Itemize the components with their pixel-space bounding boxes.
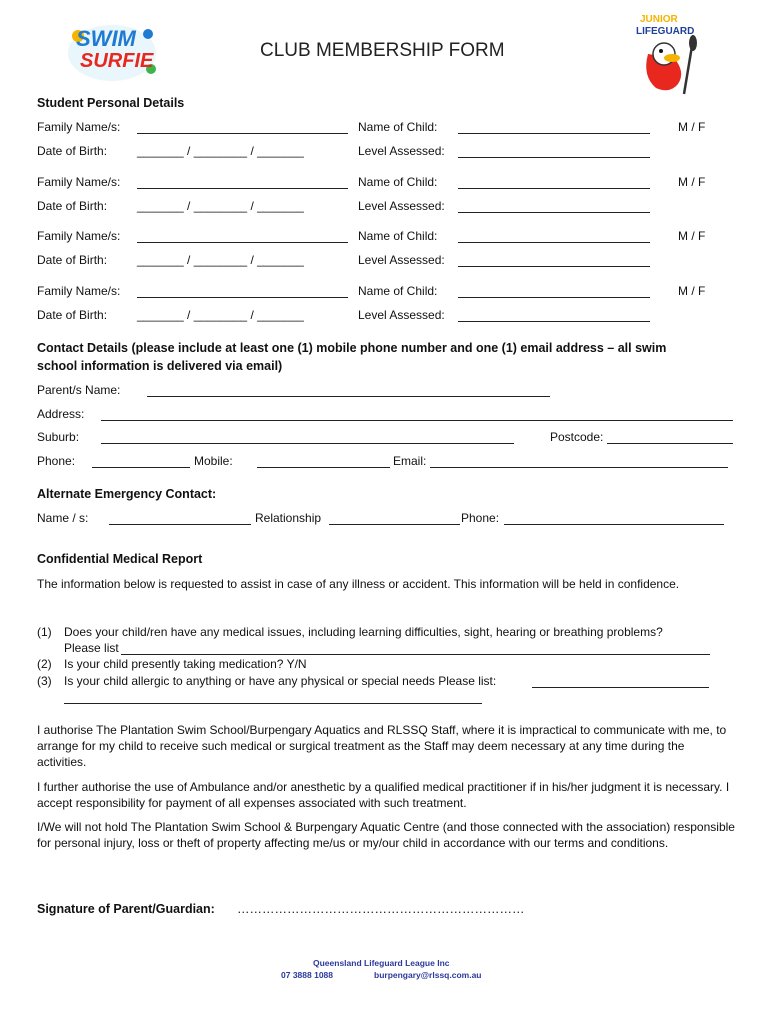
postcode-label: Postcode: — [550, 430, 604, 444]
left-logo-line2: SURFIE — [80, 50, 154, 72]
suburb-field[interactable] — [101, 443, 514, 444]
allergy-field-2[interactable] — [64, 703, 482, 704]
family-name-field-2[interactable] — [137, 188, 348, 189]
relationship-field[interactable] — [329, 524, 460, 525]
authorisation-paragraph-2: I further authorise the use of Ambulance and/or anesthetic by a qualified medical practitioner if in his/her judgment it is necessary. I accept responsibility for payment of all expenses associated with such treatment. — [37, 780, 730, 810]
allergy-field-1[interactable] — [532, 687, 709, 688]
level-assessed-field-4[interactable] — [458, 321, 650, 322]
child-name-field-1[interactable] — [458, 133, 650, 134]
phone-label: Phone: — [37, 454, 76, 468]
question-3-number: (3) — [37, 674, 52, 688]
email-label: Email: — [393, 454, 427, 468]
level-assessed-field-1[interactable] — [458, 157, 650, 158]
email-field[interactable] — [430, 467, 728, 468]
contact-heading-line2: school information is delivered via email) — [37, 359, 283, 373]
level-assessed-field-2[interactable] — [458, 212, 650, 213]
family-name-label-1: Family Name/s: — [37, 120, 121, 134]
question-1-number: (1) — [37, 625, 52, 639]
suburb-label: Suburb: — [37, 430, 80, 444]
dob-label-2: Date of Birth: — [37, 199, 108, 213]
question-2-number: (2) — [37, 657, 52, 671]
authorisation-paragraph-3: I/We will not hold The Plantation Swim School & Burpengary Aquatic Centre (and those connected with the association) responsible for personal injury, loss or theft of property affecting me/us or my/our child in accordance with our terms and conditions. — [37, 820, 735, 850]
gender-option-3[interactable]: M / F — [678, 229, 706, 243]
phone-field[interactable] — [92, 467, 190, 468]
parents-name-label: Parent/s Name: — [37, 383, 121, 397]
signature-field[interactable]: …………………………………………………………… — [237, 902, 525, 916]
address-field[interactable] — [101, 420, 733, 421]
student-details-heading: Student Personal Details — [37, 96, 185, 110]
address-label: Address: — [37, 407, 85, 421]
footer-email: burpengary@rlssq.com.au — [374, 970, 482, 980]
emergency-name-label: Name / s: — [37, 511, 89, 525]
mobile-field[interactable] — [257, 467, 390, 468]
medical-issues-field[interactable] — [121, 654, 710, 655]
mobile-label: Mobile: — [194, 454, 233, 468]
right-logo-line2: LIFEGUARD — [636, 26, 695, 37]
gender-option-2[interactable]: M / F — [678, 175, 706, 189]
family-name-field-3[interactable] — [137, 242, 348, 243]
dob-field-4[interactable]: _______ / ________ / _______ — [137, 308, 304, 322]
swim-surfie-logo — [66, 22, 158, 84]
level-assessed-label-1: Level Assessed: — [358, 144, 445, 158]
child-name-label-2: Name of Child: — [358, 175, 438, 189]
level-assessed-label-4: Level Assessed: — [358, 308, 445, 322]
child-name-label-4: Name of Child: — [358, 284, 438, 298]
dob-label-3: Date of Birth: — [37, 253, 108, 267]
contact-heading-line1: Contact Details (please include at least one (1) mobile phone number and one (1) email address – all swim — [37, 341, 667, 355]
question-3: Is your child allergic to anything or have any physical or special needs Please list: — [64, 674, 497, 688]
medical-heading: Confidential Medical Report — [37, 552, 203, 566]
parents-name-field[interactable] — [147, 396, 550, 397]
child-name-field-2[interactable] — [458, 188, 650, 189]
postcode-field[interactable] — [607, 443, 733, 444]
relationship-label: Relationship — [255, 511, 322, 525]
page-title: CLUB MEMBERSHIP FORM — [260, 40, 505, 61]
child-name-field-4[interactable] — [458, 297, 650, 298]
dob-label-4: Date of Birth: — [37, 308, 108, 322]
family-name-label-2: Family Name/s: — [37, 175, 121, 189]
authorisation-paragraph-1: I authorise The Plantation Swim School/Burpengary Aquatics and RLSSQ Staff, where it is impractical to communicate with me, to arrange for my child to receive such medical or surgical treatment as the Staff may deem necessary at any time during the activities. — [37, 723, 727, 769]
emergency-phone-label: Phone: — [461, 511, 500, 525]
question-2: Is your child presently taking medication? Y/N — [64, 657, 307, 671]
child-name-label-1: Name of Child: — [358, 120, 438, 134]
emergency-phone-field[interactable] — [504, 524, 724, 525]
family-name-field-4[interactable] — [137, 297, 348, 298]
medical-intro: The information below is requested to assist in case of any illness or accident. This information will be held in confidence. — [37, 577, 680, 591]
right-logo-line1: JUNIOR — [640, 14, 678, 25]
dob-field-2[interactable]: _______ / ________ / _______ — [137, 199, 304, 213]
family-name-label-3: Family Name/s: — [37, 229, 121, 243]
question-1: Does your child/ren have any medical issues, including learning difficulties, sight, hearing or breathing problems? — [64, 625, 663, 639]
footer-phone: 07 3888 1088 — [281, 970, 333, 980]
dob-field-3[interactable]: _______ / ________ / _______ — [137, 253, 304, 267]
emergency-heading: Alternate Emergency Contact: — [37, 487, 217, 501]
family-name-label-4: Family Name/s: — [37, 284, 121, 298]
level-assessed-label-2: Level Assessed: — [358, 199, 445, 213]
signature-label: Signature of Parent/Guardian: — [37, 902, 215, 916]
gender-option-4[interactable]: M / F — [678, 284, 706, 298]
family-name-field-1[interactable] — [137, 133, 348, 134]
dob-label-1: Date of Birth: — [37, 144, 108, 158]
question-1-list-label: Please list — [64, 641, 119, 655]
junior-lifeguard-logo — [634, 14, 704, 96]
level-assessed-field-3[interactable] — [458, 266, 650, 267]
child-name-label-3: Name of Child: — [358, 229, 438, 243]
left-logo-line1: SWIM — [76, 26, 136, 51]
child-name-field-3[interactable] — [458, 242, 650, 243]
gender-option-1[interactable]: M / F — [678, 120, 706, 134]
level-assessed-label-3: Level Assessed: — [358, 253, 445, 267]
dob-field-1[interactable]: _______ / ________ / _______ — [137, 144, 304, 158]
footer-org: Queensland Lifeguard League Inc — [313, 958, 450, 968]
emergency-name-field[interactable] — [109, 524, 251, 525]
